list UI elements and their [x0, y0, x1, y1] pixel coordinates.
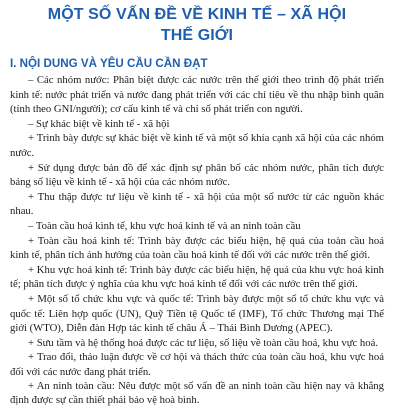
paragraph-regionalization: + Khu vực hoá kinh tế: Trình bày được các biểu hiện, hệ quả của khu vực hoá kinh tế; phân tích được ý nghĩa của khu vực hoá kinh tế đối với các nước trên thế giới.: [10, 263, 384, 291]
title-line-1: MỘT SỐ VẤN ĐỀ VỀ KINH TẾ – XÃ HỘI: [47, 6, 347, 23]
paragraph-collect-data: + Thu thập được tư liệu về kinh tế - xã hội của một số nước từ các nguồn khác nhau.: [10, 190, 384, 218]
paragraph-use-map: + Sử dụng được bản đồ để xác định sự phân bố các nhóm nước, phân tích được bảng số liệu về kinh tế - xã hội của các nhóm nước.: [10, 161, 384, 189]
paragraph-organizations: + Một số tổ chức khu vực và quốc tế: Trình bày được một số tổ chức khu vực và quốc tế: Liên hợp quốc (UN), Quỹ Tiền tệ Quốc tế (IMF), Tổ chức Thương mại Thế giới (WTO), Diễn đàn Hợp tác kinh tế châu Á – Thái Bình Dương (APEC).: [10, 292, 384, 335]
section-heading: I. NỘI DUNG VÀ YÊU CẦU CẦN ĐẠT: [10, 57, 208, 70]
document-title: [10, 4, 384, 46]
paragraph-global-security: + An ninh toàn cầu: Nêu được một số vấn đề an ninh toàn cầu hiện nay và khẳng định được sự cần thiết phải bảo vệ hoà bình.: [10, 379, 384, 407]
content-body: [10, 73, 384, 408]
paragraph-discussion: + Trao đổi, thảo luận được về cơ hội và thách thức của toàn cầu hoá, khu vực hoá đối với các nước đang phát triển.: [10, 351, 384, 378]
paragraph-country-groups: – Các nhóm nước: Phân biệt được các nước trên thế giới theo trình độ phát triển kinh tế: nước phát triển và nước đang phát triển với các chỉ tiêu về thu nhập bình quân (tính theo GNI/người); cơ cấu kinh tế và chỉ số phát triển con người.: [10, 74, 384, 116]
paragraph-socioeconomic-differences: – Sự khác biệt về kinh tế - xã hội: [28, 117, 170, 130]
title-line-2: THẾ GIỚI: [160, 27, 234, 44]
paragraph-globalization-heading: – Toàn cầu hoá kinh tế, khu vực hoá kinh tế và an ninh toàn cầu: [28, 219, 301, 232]
paragraph-economic-globalization: + Toàn cầu hoá kinh tế: Trình bày được các biểu hiện, hệ quả của toàn cầu hoá kinh tế, phân tích ảnh hưởng của toàn cầu hoá kinh tế đối với các nước trên thế giới.: [10, 234, 384, 262]
paragraph-collect-materials: + Sưu tầm và hệ thống hoá được các tư liệu, số liệu về toàn cầu hoá, khu vực hoá.: [28, 336, 379, 349]
paragraph-present-differences: + Trình bày được sự khác biệt về kinh tế và một số khía cạnh xã hội của các nhóm nước.: [10, 132, 384, 159]
